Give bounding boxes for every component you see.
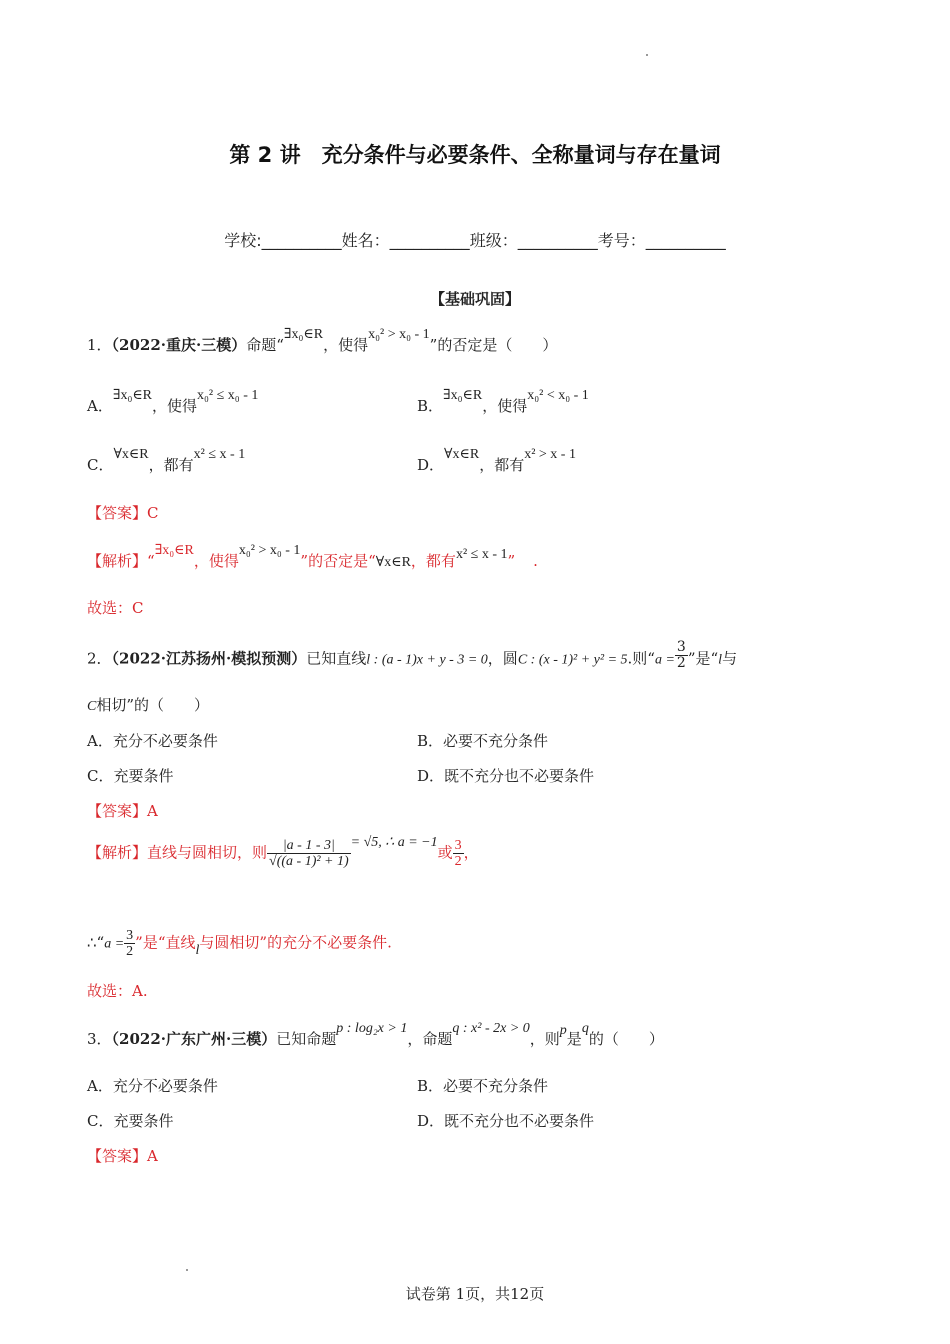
question-2: 2．（2022·江苏扬州·模拟预测）已知直线l : (a - 1)x + y - 3 = 0，圆C : (x - 1)² + y² = 5.则“a = $\frac{3}{2}$ ”是“l与 (87, 639, 738, 671)
answer: 【答案】C (87, 504, 159, 522)
page-title: 第 2 讲 充分条件与必要条件、全称量词与存在量词 (229, 143, 721, 167)
name-field[interactable]: 姓名：__________ (341, 231, 470, 250)
page-footer: 试卷第 1页，共12页 (405, 1285, 545, 1303)
question-number: 2． (87, 649, 112, 668)
math-expr: C : (x - 1)² + y² = 5 (517, 652, 628, 668)
math-expr: ∃x₀∈R (283, 327, 324, 342)
question-number: 3． (87, 1030, 112, 1048)
math-expr: p : log₂x > 1 (336, 1021, 408, 1036)
conclusion: 故选：A. (87, 982, 148, 1000)
option-c[interactable]: C．充要条件 (87, 1112, 174, 1130)
analysis: 【解析】直线与圆相切，则 $\frac{|a - 1 - 3|}{\text{√((a - 1)² + 1)}}$ = √5, ∴ a = −1或 $\frac{3}{2}$ ， (87, 834, 479, 869)
fraction: $\frac{3}{2}$ (676, 639, 686, 671)
option-c[interactable]: C．∀x∈R，都有x² ≤ x - 1 (87, 447, 246, 474)
answer: 【答案】A (87, 802, 158, 820)
math-expr: l : (a - 1)x + y - 3 = 0 (366, 652, 488, 668)
question-3: 3．（2022·广东广州·三模）已知命题p : log₂x > 1，命题q : x² - 2x > 0，则p是q的（ ） (87, 1021, 664, 1048)
corner-dot (186, 1269, 188, 1271)
header-fields (0, 228, 950, 251)
math-expr: q : x² - 2x > 0 (452, 1021, 530, 1036)
question-source: （2022·江苏扬州·模拟预测） (111, 649, 307, 668)
option-a[interactable]: A．∃x₀∈R，使得x₀² ≤ x₀ - 1 (87, 388, 259, 415)
option-a[interactable]: A．充分不必要条件 (87, 1077, 218, 1095)
option-b[interactable]: B．∃x₀∈R，使得x₀² < x₀ - 1 (417, 388, 589, 415)
question-source: （2022·广东广州·三模） (111, 1030, 277, 1048)
fraction: $\frac{|a - 1 - 3|}{\text{√((a - 1)² + 1)}}$ (269, 838, 349, 869)
number-field[interactable]: 考号：__________ (597, 231, 726, 250)
option-d[interactable]: D．既不充分也不必要条件 (417, 1112, 595, 1130)
option-b[interactable]: B．必要不充分条件 (417, 732, 549, 750)
math-expr: x₀² > x₀ - 1 (368, 327, 430, 342)
fraction: $\frac{3}{2}$ (454, 838, 462, 869)
analysis: 【解析】“∃x₀∈R，使得x₀² > x₀ - 1”的否定是“∀x∈R，都有x² ≤ x - 1” . (87, 543, 538, 570)
answer: 【答案】A (87, 1147, 158, 1165)
class-field[interactable]: 班级：__________ (469, 231, 598, 250)
option-c[interactable]: C．充要条件 (87, 767, 174, 785)
option-b[interactable]: B．必要不充分条件 (417, 1077, 549, 1095)
conclusion: 故选：C (87, 599, 144, 617)
fraction: $\frac{3}{2}$ (126, 928, 134, 959)
option-d[interactable]: D．既不充分也不必要条件 (417, 767, 595, 785)
analysis-line-2: ∴“a = $\frac{3}{2}$ ”是“直线l与圆相切”的充分不必要条件. (87, 928, 392, 959)
question-source: （2022·重庆·三模） (111, 336, 247, 354)
option-d[interactable]: D．∀x∈R，都有x² > x - 1 (417, 447, 576, 474)
option-a[interactable]: A．充分不必要条件 (87, 732, 218, 750)
section-heading: 【基础巩固】 (429, 290, 520, 308)
school-field[interactable]: 学校:__________ (224, 231, 342, 250)
question-2-cont: C相切”的（ ） (87, 696, 210, 714)
corner-dot (646, 54, 648, 56)
question-1: 1．（2022·重庆·三模）命题“∃x₀∈R，使得x₀² > x₀ - 1”的否定是（ ） (87, 327, 558, 354)
question-number: 1． (87, 336, 112, 354)
